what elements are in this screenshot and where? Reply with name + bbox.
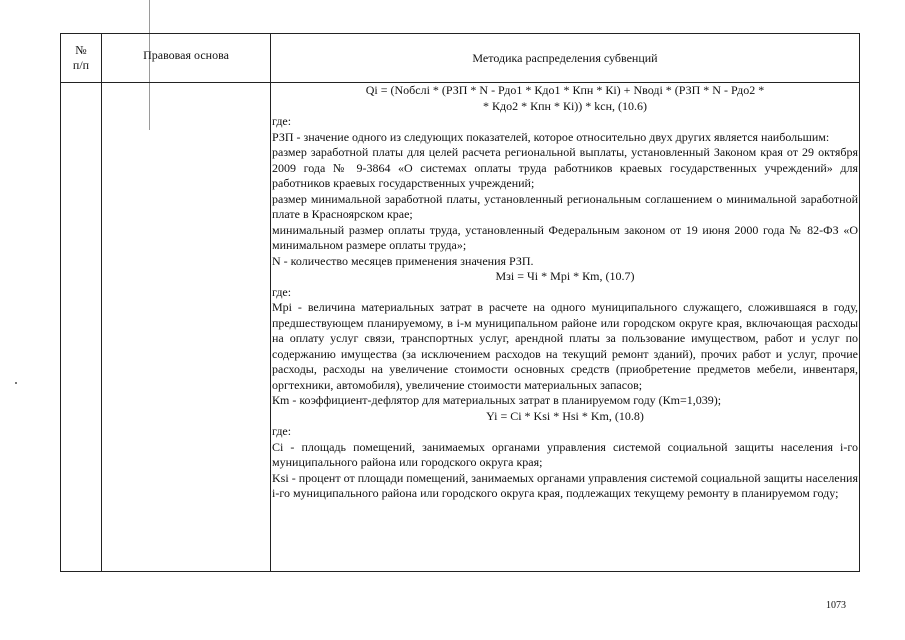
km-definition: Кm - коэффициент-дефлятор для материальных затрат в планируемом году (Кm=1,039); <box>272 393 722 407</box>
column-divider-2 <box>270 34 271 571</box>
where-label-3: где: <box>272 424 292 438</box>
header-legal-basis: Правовая основа <box>143 48 229 62</box>
formula-10-8: Yi = Ci * Ksi * Hsi * Km, (10.8) <box>486 408 644 423</box>
ci-definition: Ci - площадь помещений, занимаемых органами управления системой социальной защиты населения i-го муниципального района или городского округа края; <box>272 439 858 469</box>
header-number: № п/п <box>72 43 90 72</box>
mri-definition: Мрi - величина материальных затрат в расчете на одного муниципального служащего, сложившаяся в году, предшествующем планируемому, в i-м муниципальном районе или городском округе края, включающая расходы на оплату услуг связи, транспортных услуг, арендной платы за пользование имуществом, работ и услуг по содержанию имущества (за исключением расходов на текущий ремонт зданий), прочих работ и услуг, прочие расходы, расходы на увеличение стоимости основных средств (приобретение предметов мебели, инвентаря, оргтехники, автомобиля), увеличение стоимости материальных запасов; <box>272 300 858 392</box>
n-definition: N - количество месяцев применения значения РЗП. <box>272 253 534 268</box>
where-label-1: где: <box>272 114 292 128</box>
where-label-2: где: <box>272 284 292 299</box>
header-methodology: Методика распределения субвенций <box>472 50 658 65</box>
page-number: 1073 <box>826 600 846 611</box>
subvention-table <box>60 33 860 572</box>
rzp-definition: РЗП - значение одного из следующих показателей, которое относительно двух других является наибольшим: <box>272 129 830 144</box>
formula-10-7: Мзi = Чi * Мрi * Кm, (10.7) <box>495 269 635 283</box>
rzp-item-3: минимальный размер оплаты труда, установленный Федеральным законом от 19 июня 2000 года № 82-ФЗ «О минимальном размере оплаты труда»; <box>272 222 858 252</box>
scan-artifact-dot <box>15 382 17 384</box>
methodology-cell <box>272 83 858 502</box>
rzp-item-1: размер заработной платы для целей расчета региональной выплаты, установленный Законом края от 29 октября 2009 года № 9-3864 «О системах оплаты труда работников краевых государственных учреждений» для работников краевых государственных учреждений; <box>272 145 858 190</box>
column-divider-1 <box>101 34 102 571</box>
ksi-definition: Ksi - процент от площади помещений, занимаемых органами управления системой социальной защиты населения i-го муниципального района или городского округа края, подлежащих текущему ремонту в планируемом году; <box>272 470 858 500</box>
formula-10-6-line2: * Кдо2 * Кпн * Кi)) * kсн, (10.6) <box>482 98 648 113</box>
rzp-item-2: размер минимальной заработной платы, установленный региональным соглашением о минимальной заработной плате в Красноярском крае; <box>272 191 858 221</box>
formula-10-6-line1: Qi = (Nобслi * (РЗП * N - Рдо1 * Кдо1 * Кпн * Кi) + Nводi * (РЗП * N - Рдо2 * <box>365 83 765 97</box>
